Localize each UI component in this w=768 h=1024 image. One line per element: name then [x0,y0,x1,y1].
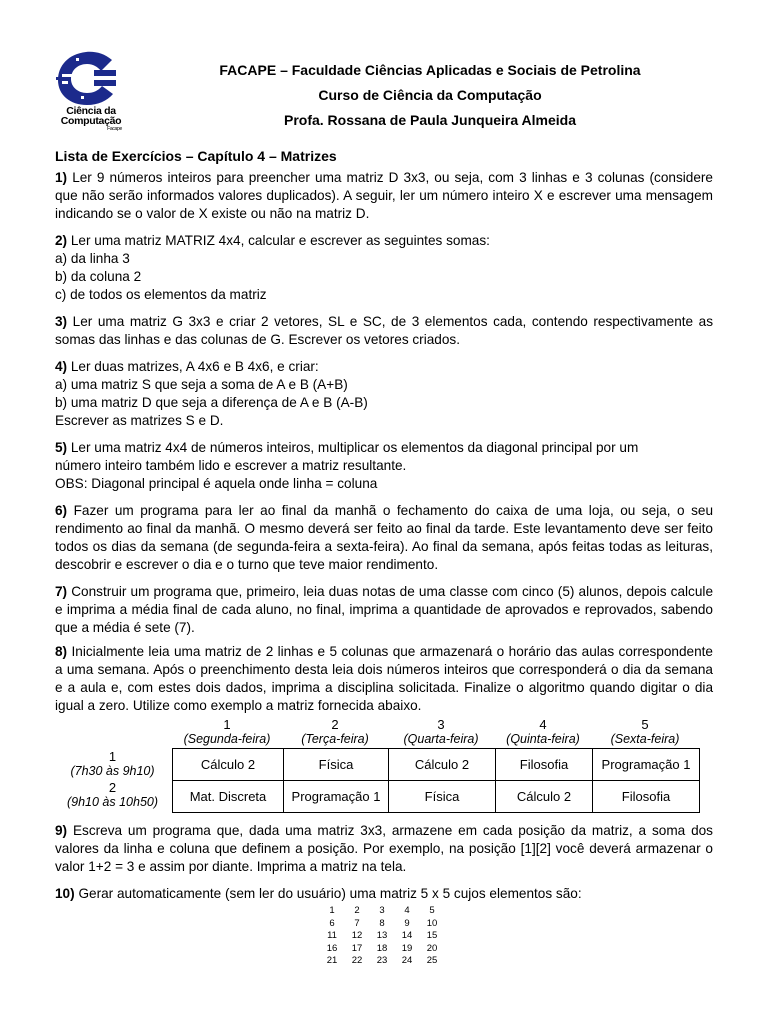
logo-text-line1: Ciência da [66,105,116,117]
table-cell: Cálculo 2 [496,781,593,813]
question-text: Ler 9 números inteiros para preencher uma matriz D 3x3, ou seja, com 3 linhas e 3 colunas (considere que não serão informados valores duplicados). A seguir, ler um número inteiro X e escrever uma mensagem indicando se o valor de X existe ou não na matriz D. [55,170,713,221]
table-row [173,749,700,781]
question-number: 3) [55,314,68,329]
matrix-cell: 24 [401,955,413,966]
row-number: 1 [108,749,117,764]
matrix-cell: 22 [351,955,363,966]
question-item: b) da coluna 2 [55,269,142,284]
question-10 [55,885,713,903]
row-header [55,750,170,778]
matrix-cell: 14 [401,930,413,941]
matrix-cell: 8 [379,917,385,929]
question-text: Ler duas matrizes, A 4x6 e B 4x6, e criar: [70,359,319,374]
matrix-cell: 19 [401,942,413,954]
matrix-cell: 25 [426,955,438,966]
matrix-cell: 2 [354,905,360,916]
column-day: (Quarta-feira) [403,732,479,746]
matrix-cell: 6 [329,917,335,929]
matrix-cell: 20 [426,942,438,954]
column-header [592,718,698,746]
column-number: 1 [223,717,231,732]
question-number: 6) [55,503,68,518]
question-text: Ler uma matriz 4x4 de números inteiros, multiplicar os elementos da diagonal principal por um [70,440,639,455]
matrix-cell: 23 [376,955,388,966]
matrix-cell: 7 [354,917,360,929]
row-number: 2 [108,780,117,795]
question-number: 10) [55,886,75,901]
matrix-cell: 17 [351,942,363,954]
course-logo [54,50,128,134]
question-number: 5) [55,440,68,455]
table-cell: Cálculo 2 [173,749,284,781]
question-item: a) da linha 3 [55,251,130,266]
question-text: Escreva um programa que, dada uma matriz 3x3, armazene em cada posição da matriz, a soma dos valores da linha e coluna que definem a posição. Por exemplo, na posição [1][2] você deverá armazenar o valor 1+2 = 3 e assim por diante. Imprima a matriz na tela. [55,823,713,874]
table-row [320,930,445,943]
column-day: (Segunda-feira) [183,732,271,746]
table-cell: Programação 1 [593,749,700,781]
question-8 [55,643,713,715]
matrix-cell: 16 [326,942,338,954]
matrix-cell: 15 [426,930,438,941]
question-text: Ler uma matriz G 3x3 e criar 2 vetores, SL e SC, de 3 elementos cada, contendo respectivamente as somas das linhas e das colunas de G. Escrever os vetores criados. [55,314,713,347]
schedule-grid [172,748,700,813]
question-6 [55,502,713,574]
matrix-cell: 21 [326,955,338,966]
matrix-cell: 11 [327,930,337,941]
column-header [388,718,494,746]
question-5 [55,439,713,493]
column-day: (Quinta-feira) [506,732,580,746]
row-time: (7h30 às 9h10) [70,764,155,778]
professor-name: Profa. Rossana de Paula Junqueira Almeida [283,112,577,128]
matrix-cell: 13 [376,930,388,941]
page-title: Lista de Exercícios – Capítulo 4 – Matrizes [55,148,337,164]
table-row [320,955,445,968]
question-text: Inicialmente leia uma matriz de 2 linhas e 5 colunas que armazenará o horário das aulas correspondente a uma semana. Após o preenchimento desta leia dois números inteiros que corresponderá o dia da semana e a aula e, com estes dois dados, imprima a disciplina solicitada. Finalize o algoritmo quando digitar o dia igual a zero. Utilize como exemplo a matriz fornecida abaixo. [55,644,713,713]
question-note: OBS: Diagonal principal é aquela onde linha = coluna [55,476,378,491]
matrix-cell: 3 [379,905,385,916]
question-item: b) uma matriz D que seja a diferença de A e B (A-B) [55,395,368,410]
column-number: 3 [437,717,445,732]
question-text: Ler uma matriz MATRIZ 4x4, calcular e escrever as seguintes somas: [70,233,490,248]
table-row [173,781,700,813]
question-text: Construir um programa que, primeiro, leia duas notas de uma classe com cinco (5) alunos, depois calcule e imprima a média final de cada aluno, no final, imprima a quantidade de aprovados e reprovados, sabendo que a média é sete (7). [55,584,713,635]
table-cell: Cálculo 2 [389,749,496,781]
question-3 [55,313,713,349]
table-row [320,918,445,931]
question-item: Escrever as matrizes S e D. [55,413,224,428]
institution-name: FACAPE – Faculdade Ciências Aplicadas e Sociais de Petrolina [219,62,641,78]
table-cell: Física [284,749,389,781]
column-header [172,718,282,746]
question-item: a) uma matriz S que seja a soma de A e B (A+B) [55,377,348,392]
matrix-cell: 1 [329,905,335,916]
question-text: Gerar automaticamente (sem ler do usuário) uma matriz 5 x 5 cujos elementos são: [78,886,582,901]
question-text: número inteiro também lido e escrever a matriz resultante. [55,458,407,473]
table-cell: Filosofia [593,781,700,813]
matrix-5x5 [320,905,445,968]
question-text: Fazer um programa para ler ao final da manhã o fechamento do caixa de uma loja, ou seja, o seu rendimento ao final da manhã. O mesmo deverá ser feito ao final da tarde. Este levantamento deve ser feito todos os dias da semana (de segunda-feira a sexta-feira). Ao final da semana, após feitas todas as leituras, descobrir e escrever o dia e o turno que teve maior rendimento. [55,503,714,572]
question-item: c) de todos os elementos da matriz [55,287,267,302]
question-number: 4) [55,359,68,374]
column-day: (Terça-feira) [301,732,369,746]
question-number: 1) [55,170,68,185]
logo-c-icon [54,50,128,106]
question-number: 7) [55,584,68,599]
row-time: (9h10 às 10h50) [66,795,159,809]
question-9 [55,822,713,876]
question-2 [55,232,713,304]
column-header [283,718,387,746]
column-header [495,718,591,746]
column-number: 5 [641,717,649,732]
column-number: 4 [539,717,547,732]
matrix-cell: 4 [404,905,410,916]
question-number: 9) [55,823,68,838]
table-row [320,943,445,956]
matrix-cell: 10 [426,917,438,929]
logo-text-line2: Computação [60,115,122,127]
logo-text [54,106,128,132]
schedule-table [55,718,713,816]
course-name: Curso de Ciência da Computação [318,87,542,103]
question-7 [55,583,713,637]
column-number: 2 [331,717,339,732]
table-cell: Filosofia [496,749,593,781]
matrix-cell: 9 [404,917,410,929]
question-number: 2) [55,233,68,248]
exercise-list [55,147,713,968]
question-number: 8) [55,644,68,659]
matrix-cell: 5 [429,905,435,916]
logo-text-small: Facape [107,126,122,132]
question-1 [55,169,713,223]
table-cell: Mat. Discreta [173,781,284,813]
table-row [320,905,445,918]
column-day: (Sexta-feira) [610,732,680,746]
table-cell: Programação 1 [284,781,389,813]
question-4 [55,358,713,430]
matrix-cell: 18 [376,942,388,954]
table-cell: Física [389,781,496,813]
row-header [55,781,170,809]
matrix-cell: 12 [351,930,363,941]
